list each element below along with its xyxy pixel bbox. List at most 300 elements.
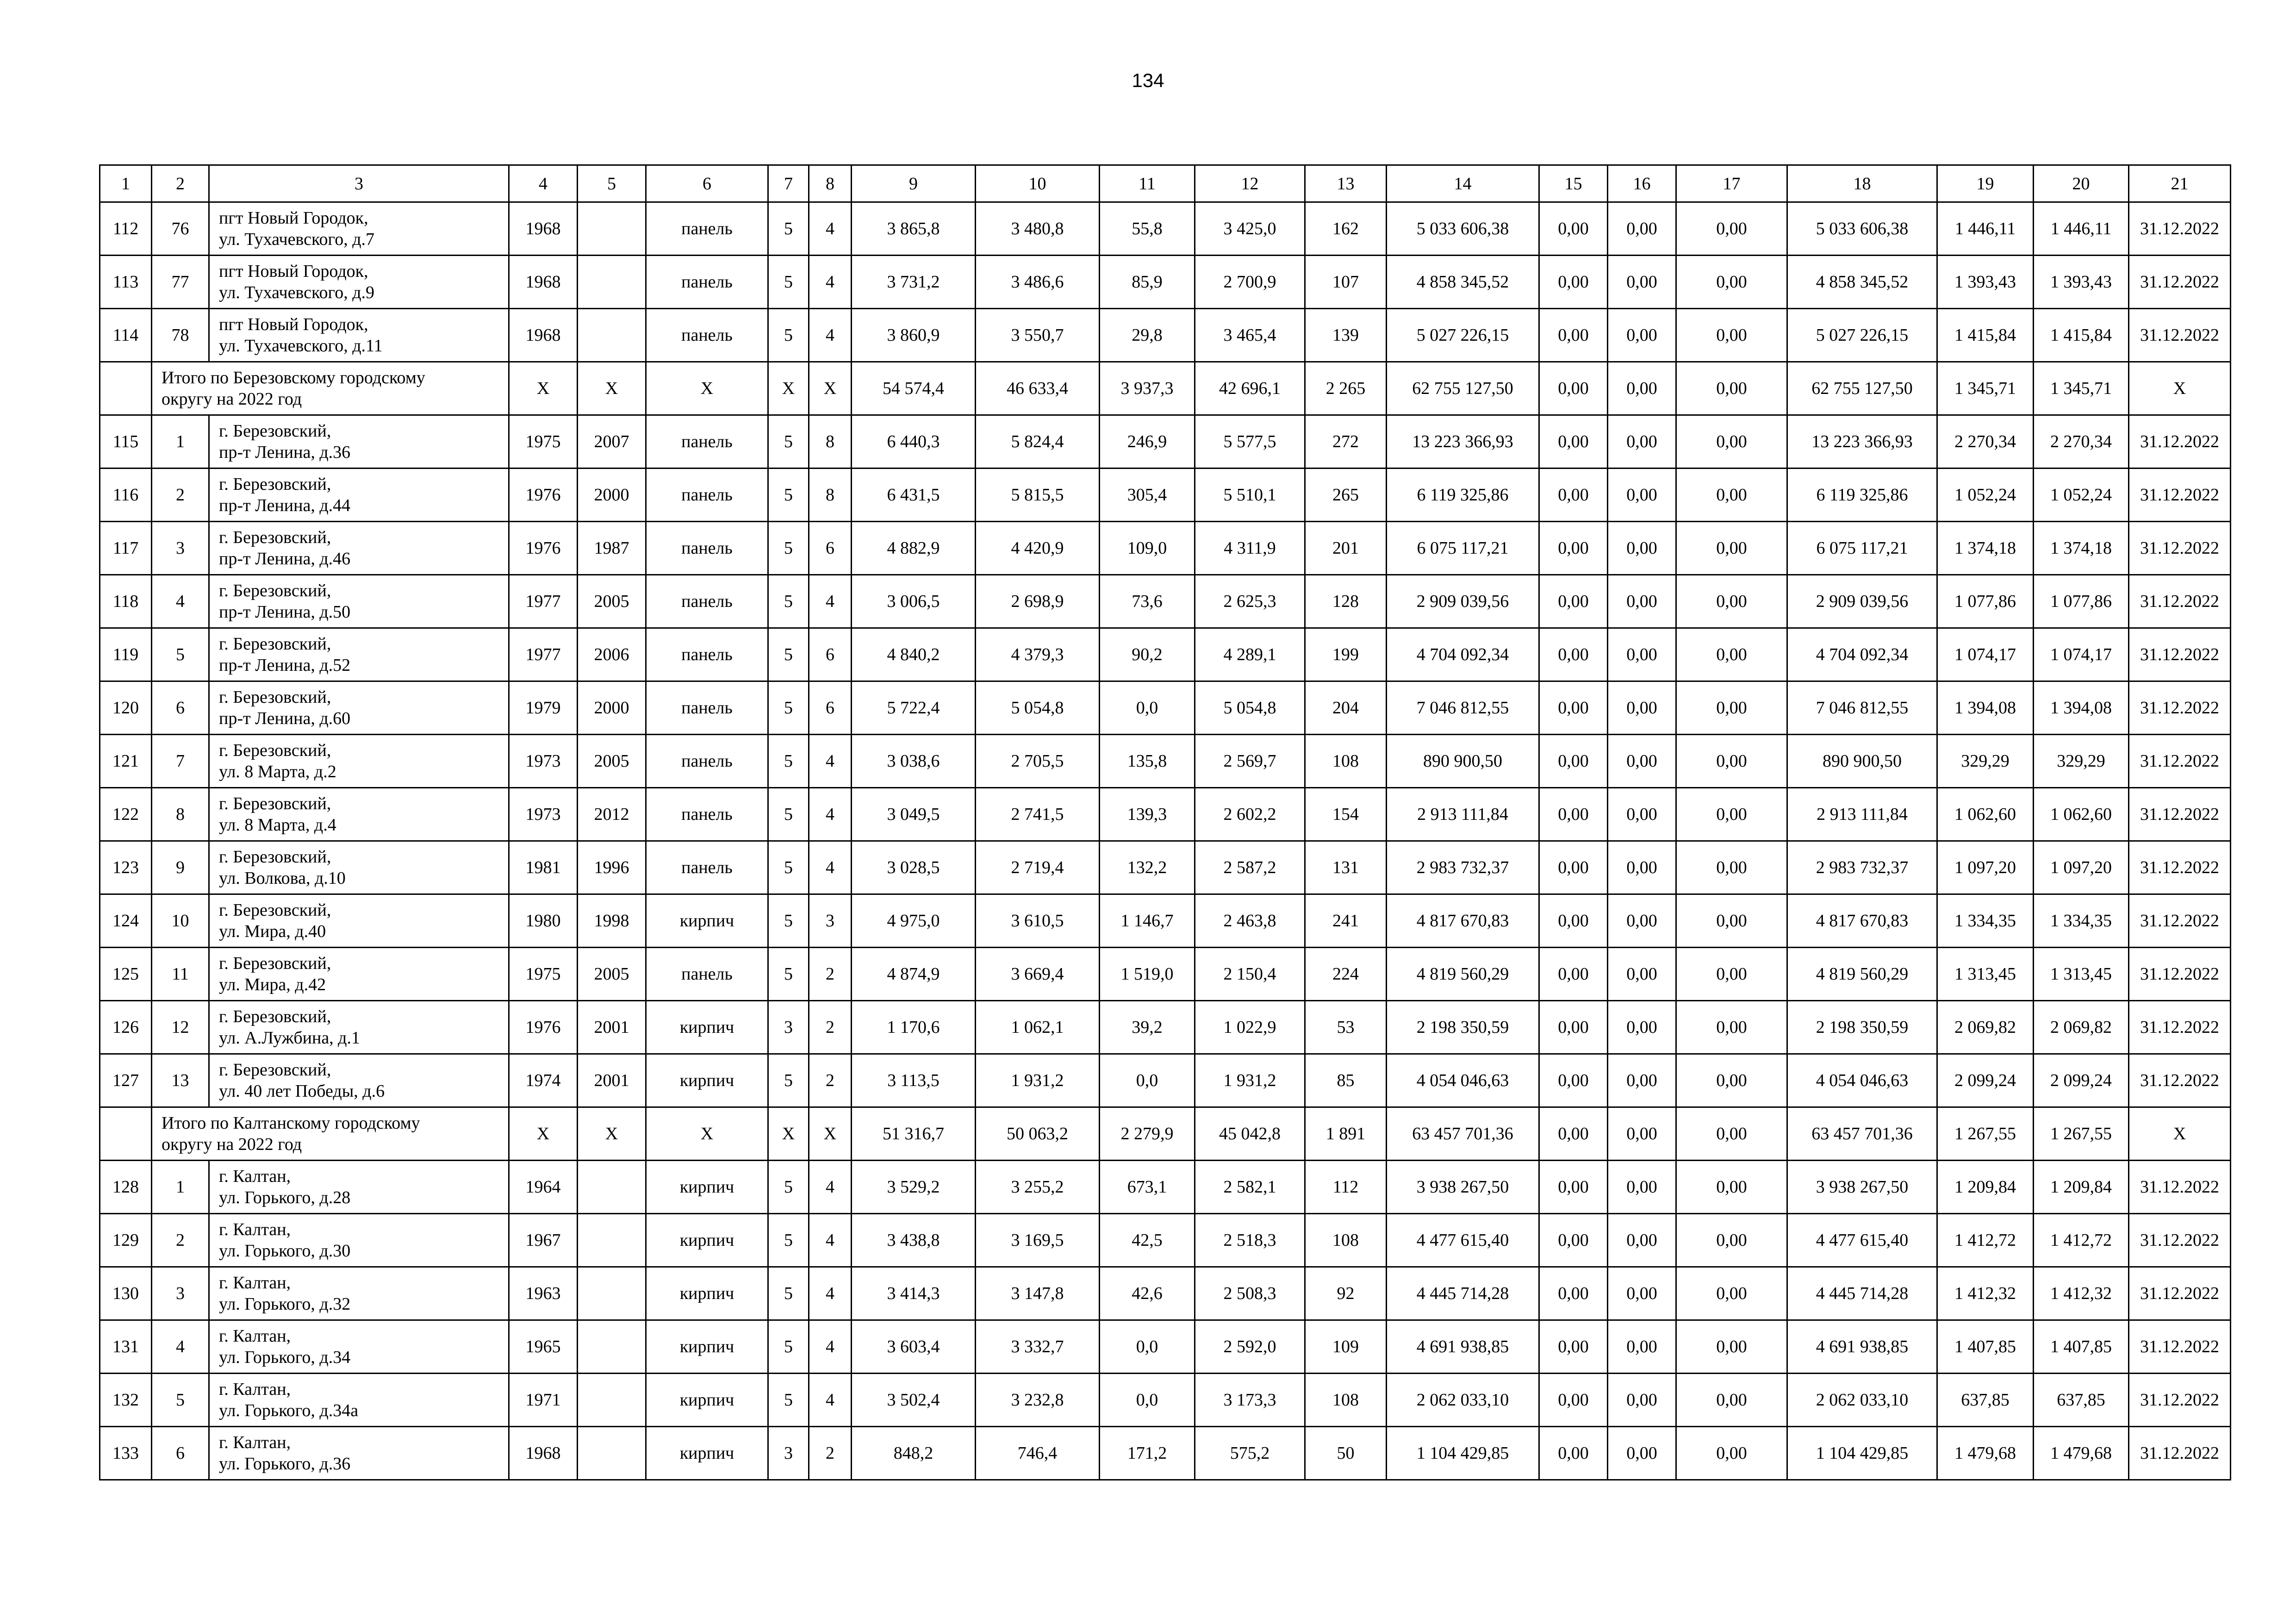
residents: 107 — [1305, 256, 1387, 309]
owners-funds: 5 027 226,15 — [1787, 309, 1937, 362]
year-built: 1973 — [509, 788, 578, 841]
year-renovated: 1987 — [578, 522, 646, 575]
residential-area: 2 508,3 — [1195, 1267, 1305, 1320]
owners-funds: 2 198 350,59 — [1787, 1001, 1937, 1054]
floors: 5 — [768, 1161, 809, 1214]
owners-funds: 4 819 560,29 — [1787, 948, 1937, 1001]
completion-date: 31.12.2022 — [2129, 841, 2231, 894]
total-cost: 4 477 615,40 — [1387, 1214, 1539, 1267]
table-row — [100, 1267, 2231, 1320]
entrances: 6 — [809, 522, 852, 575]
table-body — [100, 165, 2231, 1480]
living-area: 5 815,5 — [976, 468, 1100, 522]
residents: 92 — [1305, 1267, 1387, 1320]
wall-material: панель — [646, 468, 768, 522]
building-address — [209, 468, 509, 522]
regional-funds: 0,00 — [1608, 256, 1676, 309]
unit-cost: 1 062,60 — [1937, 788, 2034, 841]
building-address-line-1: г. Березовский, — [219, 741, 331, 760]
floors: 5 — [768, 1054, 809, 1107]
living-area: 5 824,4 — [976, 415, 1100, 468]
max-unit-cost: 1 313,45 — [2034, 948, 2129, 1001]
regional-funds: 0,00 — [1608, 894, 1676, 948]
owners-funds: 4 445 714,28 — [1787, 1267, 1937, 1320]
owners-funds: 2 913 111,84 — [1787, 788, 1937, 841]
year-built: 1968 — [509, 202, 578, 256]
year-renovated: 2001 — [578, 1001, 646, 1054]
unit-cost: 637,85 — [1937, 1374, 2034, 1427]
column-number-5: 5 — [578, 165, 646, 202]
row-number: 128 — [100, 1161, 152, 1214]
unit-cost: 1 074,17 — [1937, 628, 2034, 681]
entrances: 4 — [809, 735, 852, 788]
year-renovated: 2000 — [578, 681, 646, 735]
building-address-line-2: ул. 40 лет Победы, д.6 — [219, 1081, 385, 1101]
completion-date: 31.12.2022 — [2129, 522, 2231, 575]
completion-date: 31.12.2022 — [2129, 948, 2231, 1001]
federal-funds: 0,00 — [1539, 415, 1608, 468]
unit-cost: 2 270,34 — [1937, 415, 2034, 468]
year-built: 1981 — [509, 841, 578, 894]
floors: 5 — [768, 1267, 809, 1320]
building-address — [209, 522, 509, 575]
living-area: 3 550,7 — [976, 309, 1100, 362]
table-row — [100, 628, 2231, 681]
building-address-line-2: ул. Горького, д.34а — [219, 1401, 359, 1420]
owners-funds: 4 704 092,34 — [1787, 628, 1937, 681]
year-built: 1977 — [509, 575, 578, 628]
year-renovated — [578, 202, 646, 256]
floors: 5 — [768, 628, 809, 681]
floors: 3 — [768, 1427, 809, 1480]
building-address-line-2: ул. Горького, д.34 — [219, 1348, 351, 1367]
building-address-line-1: г. Калтан, — [219, 1167, 291, 1186]
total-cost: 4 445 714,28 — [1387, 1267, 1539, 1320]
residential-area: 2 625,3 — [1195, 575, 1305, 628]
building-address — [209, 1054, 509, 1107]
year-renovated: 2005 — [578, 948, 646, 1001]
residents: 108 — [1305, 1374, 1387, 1427]
municipal-row-number: 11 — [152, 948, 209, 1001]
building-address-line-2: ул. 8 Марта, д.4 — [219, 815, 336, 835]
column-number-6: 6 — [646, 165, 768, 202]
residents: 241 — [1305, 894, 1387, 948]
completion-date: 31.12.2022 — [2129, 1267, 2231, 1320]
residents: 1 891 — [1305, 1107, 1387, 1161]
local-funds: 0,00 — [1676, 362, 1787, 415]
wall-material: кирпич — [646, 1427, 768, 1480]
building-address — [209, 309, 509, 362]
max-unit-cost: 1 394,08 — [2034, 681, 2129, 735]
year-built: 1965 — [509, 1320, 578, 1374]
nonresidential-area: 0,0 — [1100, 1320, 1195, 1374]
floors: 5 — [768, 202, 809, 256]
column-number-3: 3 — [209, 165, 509, 202]
entrances: 6 — [809, 628, 852, 681]
floors: X — [768, 362, 809, 415]
nonresidential-area: 0,0 — [1100, 681, 1195, 735]
federal-funds: 0,00 — [1539, 1054, 1608, 1107]
local-funds: 0,00 — [1676, 1214, 1787, 1267]
total-cost: 63 457 701,36 — [1387, 1107, 1539, 1161]
year-renovated — [578, 256, 646, 309]
unit-cost: 1 415,84 — [1937, 309, 2034, 362]
table-row — [100, 735, 2231, 788]
local-funds: 0,00 — [1676, 256, 1787, 309]
regional-funds: 0,00 — [1608, 735, 1676, 788]
residential-area: 3 425,0 — [1195, 202, 1305, 256]
row-number: 131 — [100, 1320, 152, 1374]
total-area: 3 038,6 — [852, 735, 976, 788]
nonresidential-area: 305,4 — [1100, 468, 1195, 522]
total-area: 848,2 — [852, 1427, 976, 1480]
total-cost: 4 691 938,85 — [1387, 1320, 1539, 1374]
total-cost: 1 104 429,85 — [1387, 1427, 1539, 1480]
wall-material: кирпич — [646, 1374, 768, 1427]
year-built: 1976 — [509, 522, 578, 575]
residential-area: 4 311,9 — [1195, 522, 1305, 575]
owners-funds: 2 983 732,37 — [1787, 841, 1937, 894]
municipal-row-number: 2 — [152, 1214, 209, 1267]
year-renovated: 2012 — [578, 788, 646, 841]
building-address-line-2: пр-т Ленина, д.36 — [219, 443, 351, 462]
building-address-line-1: г. Калтан, — [219, 1326, 291, 1346]
building-address — [209, 841, 509, 894]
year-renovated: 2000 — [578, 468, 646, 522]
total-cost: 4 817 670,83 — [1387, 894, 1539, 948]
floors: 5 — [768, 735, 809, 788]
wall-material: X — [646, 1107, 768, 1161]
total-area: 3 860,9 — [852, 309, 976, 362]
entrances: 4 — [809, 202, 852, 256]
wall-material: панель — [646, 309, 768, 362]
owners-funds: 4 817 670,83 — [1787, 894, 1937, 948]
building-address-line-1: г. Березовский, — [219, 634, 331, 654]
total-cost: 13 223 366,93 — [1387, 415, 1539, 468]
total-cost: 6 075 117,21 — [1387, 522, 1539, 575]
local-funds: 0,00 — [1676, 788, 1787, 841]
floors: 5 — [768, 894, 809, 948]
max-unit-cost: 1 267,55 — [2034, 1107, 2129, 1161]
unit-cost: 1 446,11 — [1937, 202, 2034, 256]
column-number-13: 13 — [1305, 165, 1387, 202]
floors: 5 — [768, 256, 809, 309]
entrances: 4 — [809, 788, 852, 841]
row-number: 112 — [100, 202, 152, 256]
residential-area: 2 518,3 — [1195, 1214, 1305, 1267]
row-number: 123 — [100, 841, 152, 894]
entrances: 4 — [809, 1374, 852, 1427]
total-cost: 3 938 267,50 — [1387, 1161, 1539, 1214]
nonresidential-area: 139,3 — [1100, 788, 1195, 841]
year-renovated: 1998 — [578, 894, 646, 948]
living-area: 3 232,8 — [976, 1374, 1100, 1427]
nonresidential-area: 73,6 — [1100, 575, 1195, 628]
table-row — [100, 309, 2231, 362]
table-row — [100, 948, 2231, 1001]
unit-cost: 2 069,82 — [1937, 1001, 2034, 1054]
building-address-line-2: пр-т Ленина, д.50 — [219, 602, 351, 622]
completion-date: 31.12.2022 — [2129, 1001, 2231, 1054]
building-address-line-2: ул. Волкова, д.10 — [219, 868, 346, 888]
municipal-row-number: 5 — [152, 1374, 209, 1427]
max-unit-cost: 1 374,18 — [2034, 522, 2129, 575]
year-renovated: X — [578, 362, 646, 415]
nonresidential-area: 171,2 — [1100, 1427, 1195, 1480]
local-funds: 0,00 — [1676, 468, 1787, 522]
regional-funds: 0,00 — [1608, 522, 1676, 575]
floors: 5 — [768, 681, 809, 735]
building-address-line-2: пр-т Ленина, д.52 — [219, 656, 351, 675]
year-renovated: X — [578, 1107, 646, 1161]
entrances: 2 — [809, 1054, 852, 1107]
building-address-line-2: ул. Мира, д.42 — [219, 975, 326, 994]
total-area: 3 113,5 — [852, 1054, 976, 1107]
completion-date: 31.12.2022 — [2129, 575, 2231, 628]
entrances: X — [809, 362, 852, 415]
max-unit-cost: 1 345,71 — [2034, 362, 2129, 415]
building-address-line-2: ул. Мира, д.40 — [219, 922, 326, 941]
year-built: 1968 — [509, 256, 578, 309]
building-address-line-1: пгт Новый Городок, — [219, 262, 368, 281]
residents: 272 — [1305, 415, 1387, 468]
unit-cost: 1 052,24 — [1937, 468, 2034, 522]
owners-funds: 4 477 615,40 — [1787, 1214, 1937, 1267]
column-number-14: 14 — [1387, 165, 1539, 202]
table-row — [100, 788, 2231, 841]
local-funds: 0,00 — [1676, 1107, 1787, 1161]
local-funds: 0,00 — [1676, 1001, 1787, 1054]
max-unit-cost: 2 270,34 — [2034, 415, 2129, 468]
total-area: 3 028,5 — [852, 841, 976, 894]
local-funds: 0,00 — [1676, 841, 1787, 894]
building-address-line-1: г. Березовский, — [219, 528, 331, 547]
living-area: 3 486,6 — [976, 256, 1100, 309]
regional-funds: 0,00 — [1608, 415, 1676, 468]
row-number: 125 — [100, 948, 152, 1001]
living-area: 5 054,8 — [976, 681, 1100, 735]
total-area: 54 574,4 — [852, 362, 976, 415]
row-number: 117 — [100, 522, 152, 575]
subtotal-row — [100, 362, 2231, 415]
building-address-line-1: г. Березовский, — [219, 1060, 331, 1080]
building-address — [209, 788, 509, 841]
year-built: 1963 — [509, 1267, 578, 1320]
entrances: 4 — [809, 1214, 852, 1267]
federal-funds: 0,00 — [1539, 575, 1608, 628]
living-area: 2 698,9 — [976, 575, 1100, 628]
max-unit-cost: 1 097,20 — [2034, 841, 2129, 894]
building-address — [209, 1267, 509, 1320]
wall-material: панель — [646, 522, 768, 575]
total-cost: 2 913 111,84 — [1387, 788, 1539, 841]
max-unit-cost: 2 069,82 — [2034, 1001, 2129, 1054]
building-address — [209, 256, 509, 309]
completion-date: 31.12.2022 — [2129, 628, 2231, 681]
wall-material: панель — [646, 628, 768, 681]
floors: 5 — [768, 841, 809, 894]
residents: 162 — [1305, 202, 1387, 256]
building-address-line-2: ул. Горького, д.36 — [219, 1454, 351, 1474]
federal-funds: 0,00 — [1539, 628, 1608, 681]
unit-cost: 1 412,32 — [1937, 1267, 2034, 1320]
row-number: 118 — [100, 575, 152, 628]
max-unit-cost: 1 334,35 — [2034, 894, 2129, 948]
wall-material: панель — [646, 256, 768, 309]
empty-cell — [100, 1107, 152, 1161]
column-number-2: 2 — [152, 165, 209, 202]
row-number: 122 — [100, 788, 152, 841]
building-address-line-2: ул. Тухачевского, д.9 — [219, 283, 375, 302]
table-row — [100, 1161, 2231, 1214]
regional-funds: 0,00 — [1608, 1214, 1676, 1267]
regional-funds: 0,00 — [1608, 1054, 1676, 1107]
federal-funds: 0,00 — [1539, 1267, 1608, 1320]
living-area: 4 420,9 — [976, 522, 1100, 575]
column-number-4: 4 — [509, 165, 578, 202]
local-funds: 0,00 — [1676, 1374, 1787, 1427]
nonresidential-area: 109,0 — [1100, 522, 1195, 575]
building-address-line-1: г. Калтан, — [219, 1273, 291, 1293]
total-cost: 4 054 046,63 — [1387, 1054, 1539, 1107]
federal-funds: 0,00 — [1539, 1214, 1608, 1267]
building-address — [209, 894, 509, 948]
federal-funds: 0,00 — [1539, 362, 1608, 415]
completion-date: 31.12.2022 — [2129, 788, 2231, 841]
year-built: 1967 — [509, 1214, 578, 1267]
residents: 224 — [1305, 948, 1387, 1001]
column-number-20: 20 — [2034, 165, 2129, 202]
entrances: 4 — [809, 309, 852, 362]
subtotal-label — [152, 1107, 509, 1161]
residents: 108 — [1305, 1214, 1387, 1267]
regional-funds: 0,00 — [1608, 681, 1676, 735]
subtotal-label-line-2: округу на 2022 год — [162, 1135, 302, 1154]
column-number-9: 9 — [852, 165, 976, 202]
unit-cost: 1 345,71 — [1937, 362, 2034, 415]
column-number-1: 1 — [100, 165, 152, 202]
unit-cost: 1 334,35 — [1937, 894, 2034, 948]
municipal-row-number: 1 — [152, 415, 209, 468]
federal-funds: 0,00 — [1539, 841, 1608, 894]
building-address-line-2: ул. Горького, д.28 — [219, 1188, 351, 1207]
nonresidential-area: 246,9 — [1100, 415, 1195, 468]
residents: 2 265 — [1305, 362, 1387, 415]
year-built: 1968 — [509, 1427, 578, 1480]
wall-material: панель — [646, 735, 768, 788]
row-number: 115 — [100, 415, 152, 468]
table-row — [100, 575, 2231, 628]
total-area: 3 529,2 — [852, 1161, 976, 1214]
residents: 108 — [1305, 735, 1387, 788]
living-area: 1 931,2 — [976, 1054, 1100, 1107]
regional-funds: 0,00 — [1608, 1374, 1676, 1427]
federal-funds: 0,00 — [1539, 894, 1608, 948]
nonresidential-area: 90,2 — [1100, 628, 1195, 681]
total-area: 6 431,5 — [852, 468, 976, 522]
nonresidential-area: 2 279,9 — [1100, 1107, 1195, 1161]
building-address — [209, 1374, 509, 1427]
municipal-row-number: 7 — [152, 735, 209, 788]
living-area: 2 719,4 — [976, 841, 1100, 894]
entrances: 2 — [809, 948, 852, 1001]
max-unit-cost: 1 209,84 — [2034, 1161, 2129, 1214]
nonresidential-area: 0,0 — [1100, 1374, 1195, 1427]
completion-date: 31.12.2022 — [2129, 1054, 2231, 1107]
total-cost: 7 046 812,55 — [1387, 681, 1539, 735]
local-funds: 0,00 — [1676, 575, 1787, 628]
year-built: X — [509, 362, 578, 415]
max-unit-cost: 1 407,85 — [2034, 1320, 2129, 1374]
local-funds: 0,00 — [1676, 415, 1787, 468]
total-cost: 890 900,50 — [1387, 735, 1539, 788]
wall-material: кирпич — [646, 1001, 768, 1054]
row-number: 129 — [100, 1214, 152, 1267]
wall-material: панель — [646, 202, 768, 256]
year-built: 1973 — [509, 735, 578, 788]
municipal-row-number: 12 — [152, 1001, 209, 1054]
building-address — [209, 1001, 509, 1054]
regional-funds: 0,00 — [1608, 202, 1676, 256]
unit-cost: 329,29 — [1937, 735, 2034, 788]
federal-funds: 0,00 — [1539, 788, 1608, 841]
completion-date: 31.12.2022 — [2129, 1320, 2231, 1374]
year-renovated: 2005 — [578, 735, 646, 788]
residents: 53 — [1305, 1001, 1387, 1054]
year-built: 1975 — [509, 948, 578, 1001]
municipal-row-number: 4 — [152, 575, 209, 628]
building-address-line-1: г. Березовский, — [219, 1007, 331, 1026]
year-built: 1980 — [509, 894, 578, 948]
residents: 154 — [1305, 788, 1387, 841]
residential-area: 42 696,1 — [1195, 362, 1305, 415]
residents: 112 — [1305, 1161, 1387, 1214]
federal-funds: 0,00 — [1539, 468, 1608, 522]
max-unit-cost: 1 479,68 — [2034, 1427, 2129, 1480]
entrances: 4 — [809, 841, 852, 894]
completion-date: 31.12.2022 — [2129, 1374, 2231, 1427]
federal-funds: 0,00 — [1539, 1427, 1608, 1480]
entrances: 2 — [809, 1001, 852, 1054]
federal-funds: 0,00 — [1539, 1001, 1608, 1054]
row-number: 130 — [100, 1267, 152, 1320]
year-built: 1964 — [509, 1161, 578, 1214]
owners-funds: 62 755 127,50 — [1787, 362, 1937, 415]
building-address — [209, 1214, 509, 1267]
building-address-line-1: г. Березовский, — [219, 954, 331, 973]
max-unit-cost: 637,85 — [2034, 1374, 2129, 1427]
residential-area: 45 042,8 — [1195, 1107, 1305, 1161]
year-built: 1976 — [509, 1001, 578, 1054]
table-row — [100, 522, 2231, 575]
total-area: 4 975,0 — [852, 894, 976, 948]
nonresidential-area: 673,1 — [1100, 1161, 1195, 1214]
residential-area: 2 602,2 — [1195, 788, 1305, 841]
building-address — [209, 575, 509, 628]
living-area: 746,4 — [976, 1427, 1100, 1480]
municipal-row-number: 1 — [152, 1161, 209, 1214]
table-row — [100, 1054, 2231, 1107]
residential-area: 575,2 — [1195, 1427, 1305, 1480]
year-built: 1977 — [509, 628, 578, 681]
completion-date: 31.12.2022 — [2129, 415, 2231, 468]
regional-funds: 0,00 — [1608, 1320, 1676, 1374]
municipal-row-number: 2 — [152, 468, 209, 522]
building-address-line-1: г. Березовский, — [219, 687, 331, 707]
regional-funds: 0,00 — [1608, 468, 1676, 522]
nonresidential-area: 1 519,0 — [1100, 948, 1195, 1001]
residents: 50 — [1305, 1427, 1387, 1480]
